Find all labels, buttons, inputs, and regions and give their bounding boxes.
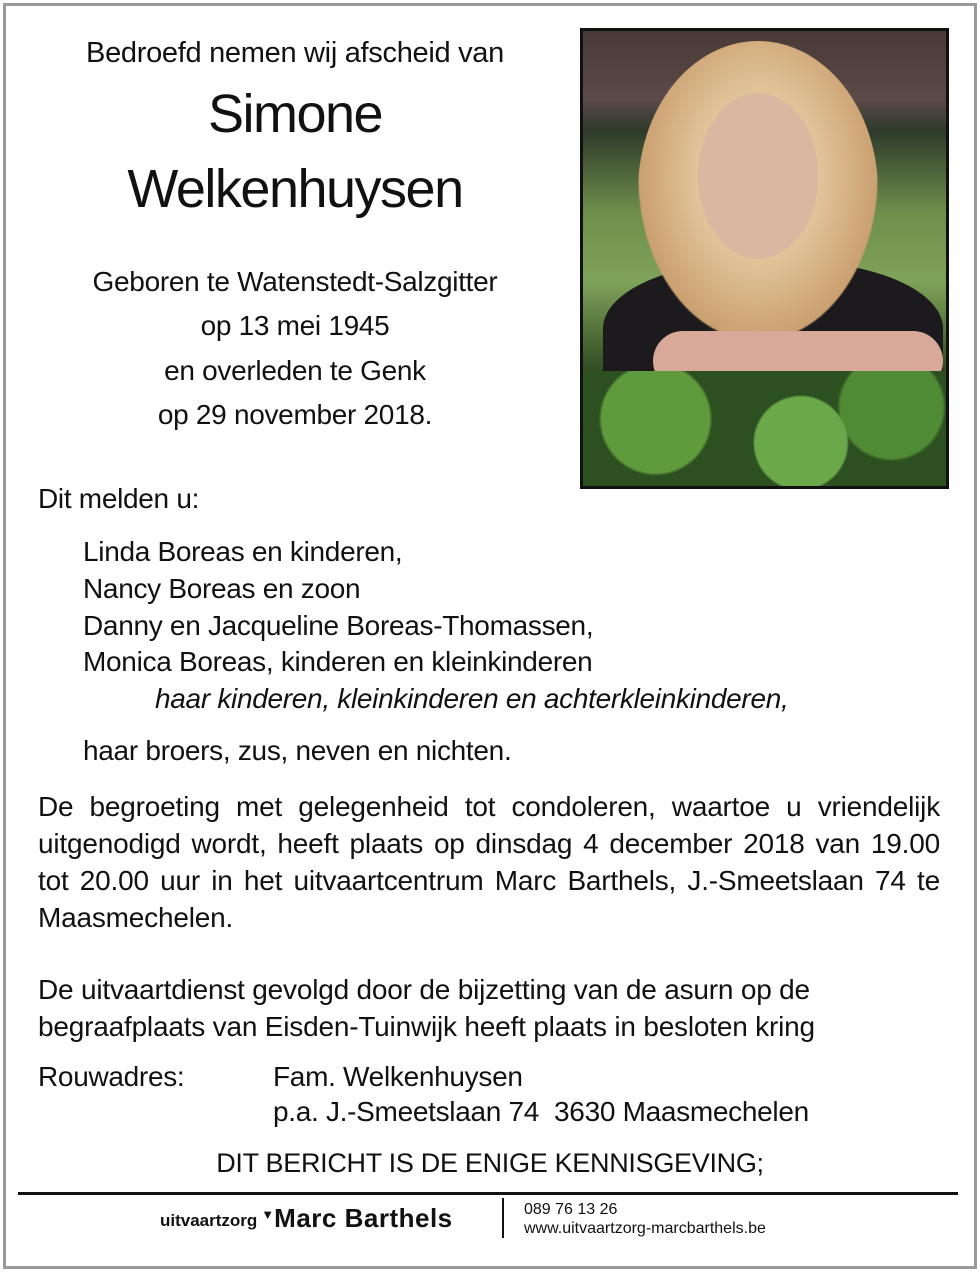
notice-text: DIT BERICHT IS DE ENIGE KENNISGEVING; xyxy=(216,1148,764,1178)
brand-name: Marc Barthels xyxy=(274,1203,453,1233)
announcer-name: Monica Boreas, kinderen en kleinkinderen xyxy=(83,646,593,677)
contact-info xyxy=(524,1200,766,1238)
death-line-1: en overleden te Genk xyxy=(164,355,426,386)
website-link[interactable]: www.uitvaartzorg-marcbarthels.be xyxy=(524,1220,766,1237)
portrait-photo xyxy=(580,28,949,489)
address-line-2: p.a. J.-Smeetslaan 74 3630 Maasmechelen xyxy=(273,1096,809,1127)
funeral-home-logo xyxy=(160,1205,453,1231)
brand-small: uitvaartzorg xyxy=(160,1211,258,1230)
funeral-paragraph: De uitvaartdienst gevolgd door de bijzetting van de asurn op de begraafplaats van Eisden-Tuinwijk heeft plaats in besloten kring xyxy=(38,974,815,1042)
grandchildren-line: haar kinderen, kleinkinderen en achterkleinkinderen, xyxy=(155,683,789,714)
divider xyxy=(18,1192,958,1195)
announcer-name: Nancy Boreas en zoon xyxy=(83,573,361,604)
phone-number: 089 76 13 26 xyxy=(524,1201,618,1218)
visitation-paragraph: De begroeting met gelegenheid tot condoleren, waartoe u vriendelijk uitgenodigd wordt, heeft plaats op dinsdag 4 december 2018 van 19.00 tot 20.00 uur in het uitvaartcentrum Marc Barthels, J.-Smeetslaan 74 te Maasmechelen. xyxy=(38,791,940,933)
deceased-first-name: Simone xyxy=(207,84,383,144)
footer-separator xyxy=(502,1198,504,1238)
triangle-icon: ▼ xyxy=(261,1207,275,1222)
siblings-line: haar broers, zus, neven en nichten. xyxy=(83,735,512,766)
intro-text: Bedroefd nemen wij afscheid van xyxy=(86,37,504,69)
address-line-1: Fam. Welkenhuysen xyxy=(273,1061,523,1092)
birth-line-1: Geboren te Watenstedt-Salzgitter xyxy=(92,266,498,297)
address-label: Rouwadres: xyxy=(38,1061,185,1092)
announcer-name: Danny en Jacqueline Boreas-Thomassen, xyxy=(83,610,594,641)
death-line-2: op 29 november 2018. xyxy=(157,399,433,430)
birth-line-2: op 13 mei 1945 xyxy=(200,310,390,341)
announcer-name: Linda Boreas en kinderen, xyxy=(83,536,403,567)
deceased-last-name: Welkenhuysen xyxy=(127,159,463,219)
announcers-label: Dit melden u: xyxy=(38,483,200,514)
